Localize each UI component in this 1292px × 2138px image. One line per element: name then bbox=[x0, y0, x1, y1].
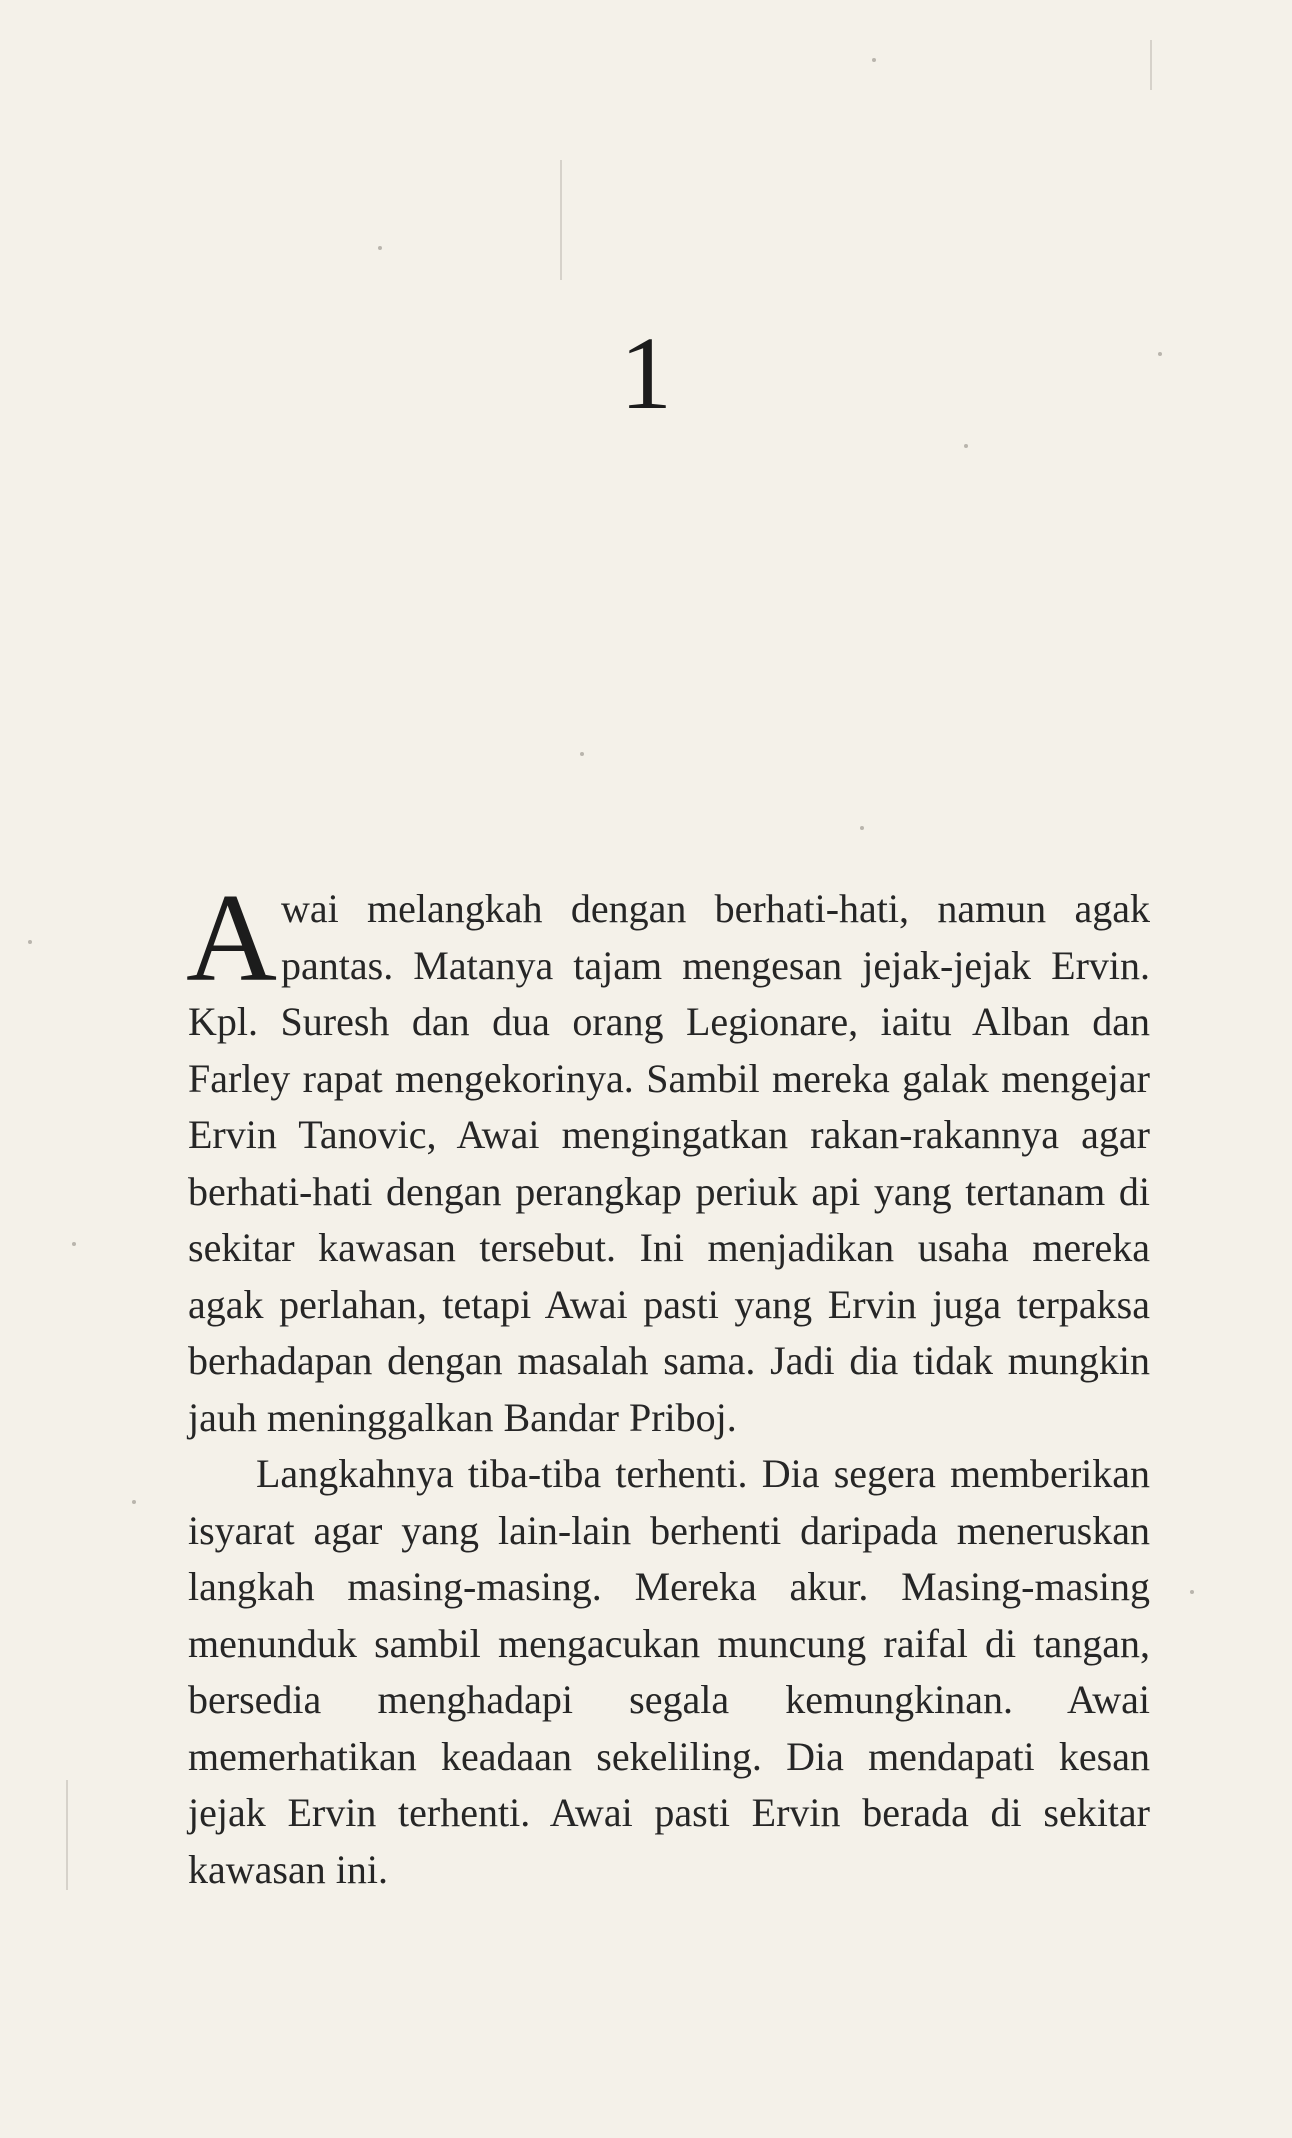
paragraph-1-text: wai melangkah dengan berhati-hati, namun agak pantas. Matanya tajam mengesan jejak-jejak Ervin. Kpl. Suresh dan dua orang Legionare, iaitu Alban dan Farley rapat mengekorinya. Sambil mereka galak mengejar Ervin Tanovic, Awai mengingatkan rakan-rakannya agar berhati-hati dengan perangkap periuk api yang tertanam di sekitar kawasan tersebut. Ini menjadikan usaha mereka agak perlahan, tetapi Awai pasti yang Ervin juga terpaksa berhadapan dengan masalah sama. Jadi dia tidak mungkin jauh meninggalkan Bandar Priboj. bbox=[188, 886, 1150, 1440]
scan-speck bbox=[1190, 1590, 1194, 1594]
scan-scratch bbox=[66, 1780, 68, 1890]
scan-scratch bbox=[560, 160, 562, 280]
scan-speck bbox=[860, 826, 864, 830]
scan-speck bbox=[72, 1242, 76, 1246]
scan-scratch bbox=[1150, 40, 1152, 90]
scan-speck bbox=[28, 940, 32, 944]
scan-speck bbox=[872, 58, 876, 62]
scan-speck bbox=[132, 1500, 136, 1504]
scan-speck bbox=[964, 444, 968, 448]
paragraph-1 bbox=[186, 869, 1150, 1446]
scan-speck bbox=[378, 246, 382, 250]
scan-speck bbox=[580, 752, 584, 756]
chapter-number: 1 bbox=[620, 316, 672, 431]
drop-cap: A bbox=[186, 869, 277, 1008]
paragraph-2: Langkahnya tiba-tiba terhenti. Dia segera memberikan isyarat agar yang lain-lain berhenti daripada meneruskan langkah masing-masing. Mereka akur. Masing-masing menunduk sambil mengacukan muncung raifal di tangan, bersedia menghadapi segala kemungkinan. Awai memerhatikan keadaan sekeliling. Dia mendapati kesan jejak Ervin terhenti. Awai pasti Ervin berada di sekitar kawasan ini. bbox=[188, 1451, 1150, 1892]
chapter-body bbox=[186, 869, 1150, 1898]
